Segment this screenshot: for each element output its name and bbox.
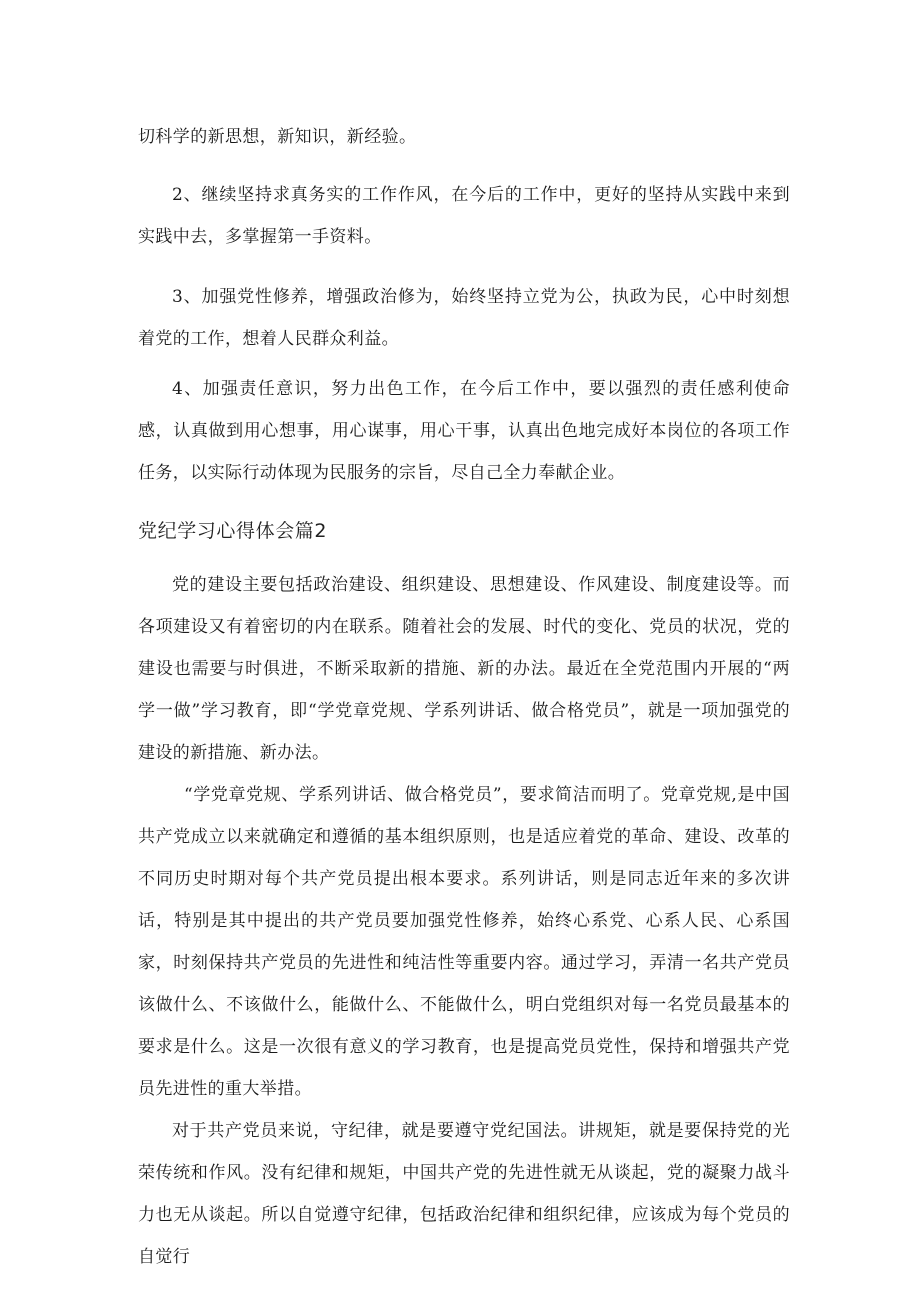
paragraph-party-building: 党的建设主要包括政治建设、组织建设、思想建设、作风建设、制度建设等。而各项建设又有着密切的内在联系。随着社会的发展、时代的变化、党员的状况，党的建设也需要与时俱进，不断采取新的措施、新的办法。最近在全党范围内开展的“两学一做”学习教育，即“学党章党规、学系列讲话、做合格党员”，就是一项加强党的建设的新措施、新办法。 xyxy=(138,575,790,763)
paragraph-item-2: 2、继续坚持求真务实的工作作风，在今后的工作中，更好的坚持从实践中来到实践中去，多掌握第一手资料。 xyxy=(138,185,790,247)
section-heading: 党纪学习心得体会篇2 xyxy=(138,520,328,542)
paragraph-learning-requirements: “学党章党规、学系列讲话、做合格党员”，要求简洁而明了。党章党规,是中国共产党成立以来就确定和遵循的基本组织原则，也是适应着党的革命、建设、改革的不同历史时期对每个共产党员提出根本要求。系列讲话，则是同志近年来的多次讲话，特别是其中提出的共产党员要加强党性修养，始终心系党、心系人民、心系国家，时刻保持共产党员的先进性和纯洁性等重要内容。通过学习，弄清一名共产党员该做什么、不该做什么，能做什么、不能做什么，明白党组织对每一名党员最基本的要求是什么。这是一次很有意义的学习教育，也是提高党员党性，保持和增强共产党员先进性的重大举措。 xyxy=(138,785,790,1099)
paragraph-discipline: 对于共产党员来说，守纪律，就是要遵守党纪国法。讲规矩，就是要保持党的光荣传统和作风。没有纪律和规矩，中国共产党的先进性就无从谈起，党的凝聚力战斗力也无从谈起。所以自觉遵守纪律，包括政治纪律和组织纪律，应该成为每个党员的自觉行 xyxy=(138,1121,790,1267)
paragraph-item-3: 3、加强党性修养，增强政治修为，始终坚持立党为公，执政为民，心中时刻想着党的工作，想着人民群众利益。 xyxy=(138,287,790,349)
paragraph-item-4: 4、加强责任意识，努力出色工作，在今后工作中，要以强烈的责任感利使命感，认真做到用心想事，用心谋事，用心干事，认真出色地完成好本岗位的各项工作任务，以实际行动体现为民服务的宗旨，尽自己全力奉献企业。 xyxy=(138,379,790,483)
paragraph-continuation: 切科学的新思想，新知识，新经验。 xyxy=(138,127,417,147)
